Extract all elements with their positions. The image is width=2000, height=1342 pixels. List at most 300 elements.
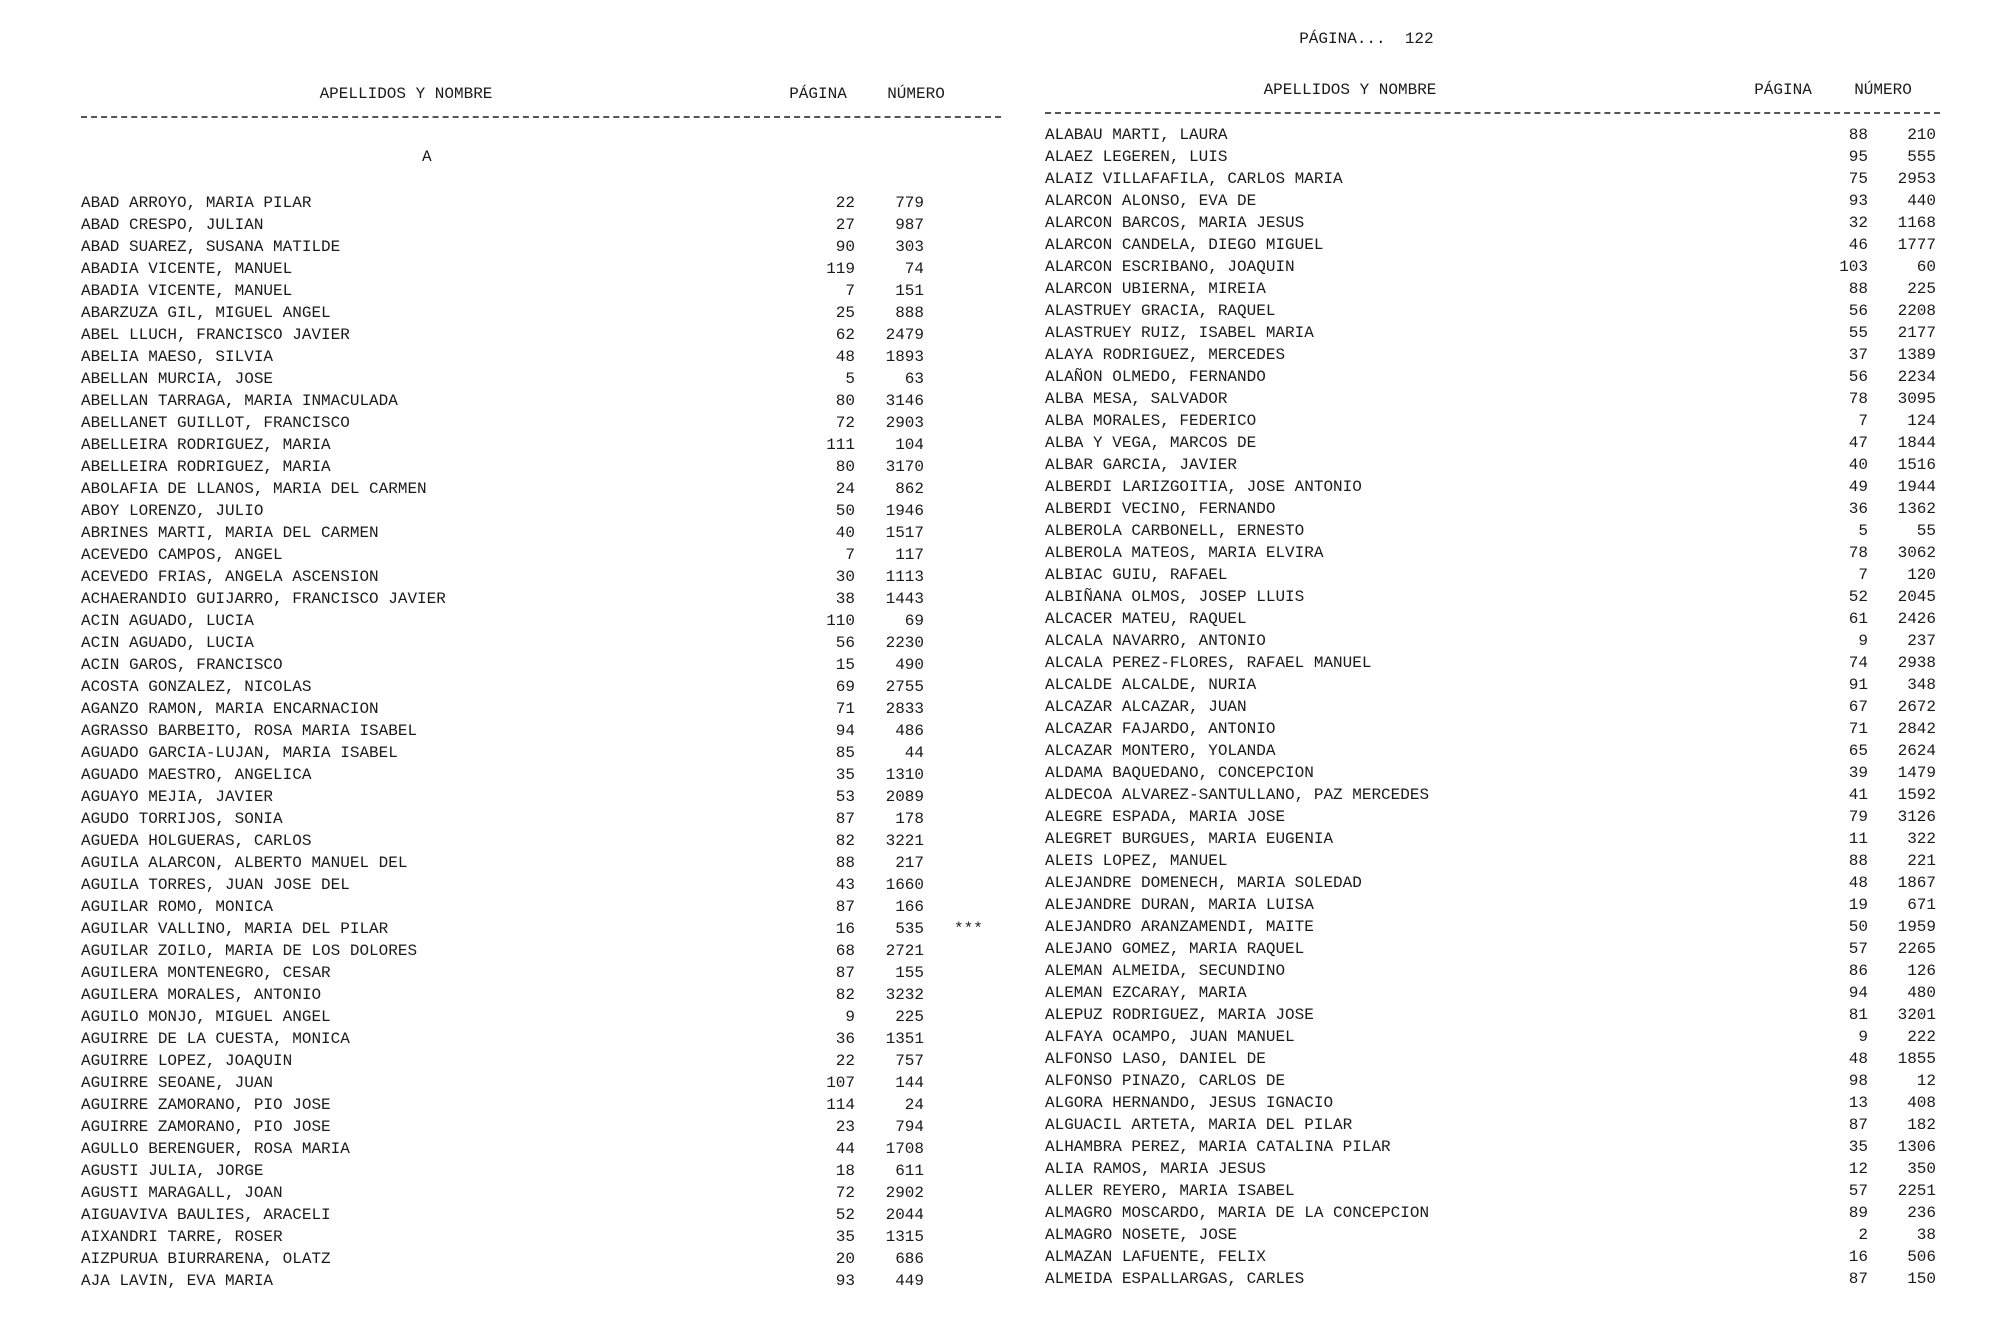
index-entry [81,786,981,808]
entry-name: AGUILERA MONTENEGRO, CESAR [81,964,331,982]
index-entry [81,346,981,368]
index-entry [1045,1004,1936,1026]
entry-number: 1867 [1897,874,1936,892]
entry-page: 20 [835,1250,855,1268]
entry-page: 52 [1848,588,1868,606]
entry-number: 182 [1907,1116,1936,1134]
index-entry [81,676,981,698]
entry-page: 85 [835,744,855,762]
entry-page: 40 [835,524,855,542]
entry-page: 56 [1848,368,1868,386]
index-entry [1045,1202,1936,1224]
entry-name: AGUILAR VALLINO, MARIA DEL PILAR [81,920,389,938]
entry-page: 87 [1848,1116,1868,1134]
entry-number: 1959 [1897,918,1936,936]
entry-name: ALEJANDRE DURAN, MARIA LUISA [1045,896,1314,914]
entry-name: ABEL LLUCH, FRANCISCO JAVIER [81,326,350,344]
entry-name: ACEVEDO CAMPOS, ANGEL [81,546,283,564]
entry-name: ALEJANDRE DOMENECH, MARIA SOLEDAD [1045,874,1362,892]
entry-name: ALCALA PEREZ-FLORES, RAFAEL MANUEL [1045,654,1372,672]
entry-name: AGUILA ALARCON, ALBERTO MANUEL DEL [81,854,408,872]
entry-name: ACIN AGUADO, LUCIA [81,612,254,630]
entry-number: 12 [1916,1072,1936,1090]
page-label: PÁGINA... [1299,30,1386,48]
index-entry [1045,1180,1936,1202]
index-entry [81,610,981,632]
entry-number: 225 [895,1008,924,1026]
entry-page: 88 [1848,852,1868,870]
entry-number: 322 [1907,830,1936,848]
entry-page: 72 [835,414,855,432]
entry-page: 35 [835,766,855,784]
index-entry [1045,498,1936,520]
entry-page: 5 [845,370,855,388]
entry-name: ALHAMBRA PEREZ, MARIA CATALINA PILAR [1045,1138,1391,1156]
entry-page: 81 [1848,1006,1868,1024]
entry-name: ALBIAC GUIU, RAFAEL [1045,566,1228,584]
index-entry [81,918,981,940]
index-entry [1045,366,1936,388]
entry-number: 350 [1907,1160,1936,1178]
entry-name: AJA LAVIN, EVA MARIA [81,1272,274,1290]
entry-name: ALBA MESA, SALVADOR [1045,390,1228,408]
entry-number: 166 [895,898,924,916]
entry-name: ALFONSO PINAZO, CARLOS DE [1045,1072,1286,1090]
entry-name: ALARCON ESCRIBANO, JOAQUIN [1045,258,1295,276]
index-entry [81,588,981,610]
entry-number: 671 [1907,896,1936,914]
entry-name: AGUIRRE DE LA CUESTA, MONICA [81,1030,350,1048]
entry-page: 78 [1848,544,1868,562]
entry-name: ALFONSO LASO, DANIEL DE [1045,1050,1266,1068]
index-entry [81,302,981,324]
entry-name: AGUILAR ZOILO, MARIA DE LOS DOLORES [81,942,418,960]
entry-number: 794 [895,1118,924,1136]
entry-page: 55 [1848,324,1868,342]
entry-number: 120 [1907,566,1936,584]
entry-number: 210 [1907,126,1936,144]
entry-name: ALCAZAR MONTERO, YOLANDA [1045,742,1276,760]
entry-name: ABELLEIRA RODRIGUEZ, MARIA [81,436,331,454]
entry-number: 555 [1907,148,1936,166]
entry-page: 62 [835,326,855,344]
entry-page: 61 [1848,610,1868,628]
entry-name: ALDECOA ALVAREZ-SANTULLANO, PAZ MERCEDES [1045,786,1430,804]
entry-page: 103 [1839,258,1868,276]
entry-number: 1592 [1897,786,1936,804]
entry-page: 49 [1848,478,1868,496]
index-entry [81,566,981,588]
index-entry [1045,1070,1936,1092]
entry-name: ALCALDE ALCALDE, NURIA [1045,676,1257,694]
entry-name: ALAEZ LEGEREN, LUIS [1045,148,1228,166]
index-entry [81,1204,981,1226]
entry-number: 1443 [885,590,924,608]
entry-number: 888 [895,304,924,322]
entry-number: 63 [904,370,924,388]
entry-page: 11 [1848,830,1868,848]
index-entry [1045,652,1936,674]
entry-number: 3095 [1897,390,1936,408]
entry-number: 2234 [1897,368,1936,386]
entry-page: 16 [835,920,855,938]
entry-page: 74 [1848,654,1868,672]
entry-name: ALMEIDA ESPALLARGAS, CARLES [1045,1270,1305,1288]
entry-number: 1310 [885,766,924,784]
entry-name: ALEPUZ RODRIGUEZ, MARIA JOSE [1045,1006,1314,1024]
index-entry [81,258,981,280]
entry-number: 408 [1907,1094,1936,1112]
entry-number: 3170 [885,458,924,476]
entry-number: 3126 [1897,808,1936,826]
entry-page: 119 [826,260,855,278]
entry-page: 88 [1848,280,1868,298]
entry-number: 60 [1916,258,1936,276]
entry-page: 35 [835,1228,855,1246]
entry-name: AGUSTI JULIA, JORGE [81,1162,264,1180]
entry-page: 41 [1848,786,1868,804]
entry-name: ALCALA NAVARRO, ANTONIO [1045,632,1266,650]
entry-number: 69 [904,612,924,630]
index-entry [1045,388,1936,410]
index-entry [1045,894,1936,916]
entry-number: 3232 [885,986,924,1004]
entry-page: 18 [835,1162,855,1180]
entry-name: ABARZUZA GIL, MIGUEL ANGEL [81,304,331,322]
right-header-divider [1045,112,1940,114]
index-entry [81,1160,981,1182]
entry-number: 2721 [885,942,924,960]
entry-number: 2265 [1897,940,1936,958]
index-entry [1045,564,1936,586]
entry-number: 3221 [885,832,924,850]
entry-name: ABAD SUAREZ, SUSANA MATILDE [81,238,341,256]
index-entry [1045,762,1936,784]
index-entry [81,1028,981,1050]
entry-number: 535 [895,920,924,938]
index-entry [81,1116,981,1138]
index-entry [81,698,981,720]
right-header-number: NÚMERO [1854,81,1912,99]
entry-name: AGUILERA MORALES, ANTONIO [81,986,322,1004]
index-entry [81,632,981,654]
entry-page: 50 [835,502,855,520]
entry-number: 1660 [885,876,924,894]
entry-name: AGUILO MONJO, MIGUEL ANGEL [81,1008,331,1026]
index-entry [81,852,981,874]
index-entry [81,324,981,346]
entry-number: 44 [904,744,924,762]
entry-number: 2938 [1897,654,1936,672]
entry-name: ACEVEDO FRIAS, ANGELA ASCENSION [81,568,379,586]
left-header-name: APELLIDOS Y NOMBRE [319,85,493,103]
entry-number: 1362 [1897,500,1936,518]
entry-number: 126 [1907,962,1936,980]
entry-page: 7 [1858,566,1868,584]
entry-number: 1944 [1897,478,1936,496]
index-entry [81,192,981,214]
entry-page: 57 [1848,940,1868,958]
right-header-page: PÁGINA [1754,81,1812,99]
index-entry [1045,630,1936,652]
index-entry [81,1050,981,1072]
page-number-header [1280,12,1434,48]
entry-number: 155 [895,964,924,982]
index-entry [81,1138,981,1160]
index-entry [1045,608,1936,630]
index-entry [1045,146,1936,168]
index-entry [1045,916,1936,938]
entry-number: 2479 [885,326,924,344]
index-entry [81,940,981,962]
entry-page: 46 [1848,236,1868,254]
entry-name: ALASTRUEY GRACIA, RAQUEL [1045,302,1276,320]
entry-name: ALARCON UBIERNA, MIREIA [1045,280,1266,298]
index-entry [81,808,981,830]
entry-page: 71 [835,700,855,718]
index-entry [1045,1224,1936,1246]
entry-name: AGUADO MAESTRO, ANGELICA [81,766,312,784]
entry-name: ALBIÑANA OLMOS, JOSEP LLUIS [1045,588,1305,606]
entry-page: 47 [1848,434,1868,452]
entry-page: 82 [835,832,855,850]
entry-number: 2177 [1897,324,1936,342]
entry-number: 779 [895,194,924,212]
entry-page: 87 [835,898,855,916]
entry-number: 449 [895,1272,924,1290]
index-entry [81,1270,981,1292]
entry-number: 1315 [885,1228,924,1246]
index-entry [1045,410,1936,432]
index-entry [81,390,981,412]
entry-page: 91 [1848,676,1868,694]
index-entry [1045,190,1936,212]
index-entry [1045,828,1936,850]
entry-name: ALIA RAMOS, MARIA JESUS [1045,1160,1266,1178]
index-entry [1045,542,1936,564]
index-entry [1045,1136,1936,1158]
entry-name: ALARCON CANDELA, DIEGO MIGUEL [1045,236,1324,254]
entry-name: ALEMAN ALMEIDA, SECUNDINO [1045,962,1286,980]
entry-number: 117 [895,546,924,564]
index-entry [1045,1158,1936,1180]
entry-name: AGANZO RAMON, MARIA ENCARNACION [81,700,379,718]
entry-name: ALFAYA OCAMPO, JUAN MANUEL [1045,1028,1295,1046]
entry-page: 94 [1848,984,1868,1002]
entry-name: ALEGRET BURGUES, MARIA EUGENIA [1045,830,1334,848]
entry-page: 40 [1848,456,1868,474]
entry-name: AGUAYO MEJIA, JAVIER [81,788,274,806]
entry-page: 32 [1848,214,1868,232]
entry-name: ALABAU MARTI, LAURA [1045,126,1228,144]
left-header-divider [81,116,1001,118]
entry-name: ALEMAN EZCARAY, MARIA [1045,984,1247,1002]
entry-name: ALBA MORALES, FEDERICO [1045,412,1257,430]
entry-name: AGUIRRE LOPEZ, JOAQUIN [81,1052,293,1070]
entry-page: 7 [845,546,855,564]
entry-page: 98 [1848,1072,1868,1090]
index-entry [1045,520,1936,542]
entry-number: 2089 [885,788,924,806]
index-entry [1045,256,1936,278]
index-entry [81,368,981,390]
entry-page: 19 [1848,896,1868,914]
entry-name: ALBEROLA CARBONELL, ERNESTO [1045,522,1305,540]
entry-page: 5 [1858,522,1868,540]
entry-number: 2624 [1897,742,1936,760]
index-entry [1045,344,1936,366]
entry-page: 25 [835,304,855,322]
entry-page: 48 [1848,874,1868,892]
entry-page: 94 [835,722,855,740]
entry-name: ALMAGRO MOSCARDO, MARIA DE LA CONCEPCION [1045,1204,1430,1222]
right-index-list [1045,124,1936,1290]
entry-name: ALCACER MATEU, RAQUEL [1045,610,1247,628]
entry-number: 237 [1907,632,1936,650]
entry-number: 1517 [885,524,924,542]
entry-name: ALGUACIL ARTETA, MARIA DEL PILAR [1045,1116,1353,1134]
left-header-number: NÚMERO [887,85,945,103]
index-entry [1045,586,1936,608]
entry-number: 74 [904,260,924,278]
index-entry [1045,432,1936,454]
entry-name: ALGORA HERNANDO, JESUS IGNACIO [1045,1094,1334,1112]
entry-number: 225 [1907,280,1936,298]
entry-name: ALDAMA BAQUEDANO, CONCEPCION [1045,764,1314,782]
index-entry [1045,168,1936,190]
index-entry [1045,1026,1936,1048]
entry-name: ALMAGRO NOSETE, JOSE [1045,1226,1238,1244]
entry-page: 90 [835,238,855,256]
entry-page: 89 [1848,1204,1868,1222]
entry-name: AGUILAR ROMO, MONICA [81,898,274,916]
entry-name: ALAÑON OLMEDO, FERNANDO [1045,368,1266,386]
entry-number: 1893 [885,348,924,366]
entry-number: 987 [895,216,924,234]
entry-page: 7 [1858,412,1868,430]
index-entry [1045,300,1936,322]
index-entry [1045,960,1936,982]
entry-name: ALBA Y VEGA, MARCOS DE [1045,434,1257,452]
entry-number: 1306 [1897,1138,1936,1156]
entry-page: 93 [835,1272,855,1290]
entry-name: AIXANDRI TARRE, ROSER [81,1228,283,1246]
index-entry [81,478,981,500]
entry-name: ACHAERANDIO GUIJARRO, FRANCISCO JAVIER [81,590,446,608]
entry-number: 144 [895,1074,924,1092]
entry-number: 486 [895,722,924,740]
index-entry [81,434,981,456]
index-entry [81,1072,981,1094]
entry-page: 35 [1848,1138,1868,1156]
entry-number: 1113 [885,568,924,586]
entry-name: ALBEROLA MATEOS, MARIA ELVIRA [1045,544,1324,562]
entry-name: AGUSTI MARAGALL, JOAN [81,1184,283,1202]
entry-page: 80 [835,458,855,476]
index-entry [1045,938,1936,960]
entry-number: 2251 [1897,1182,1936,1200]
entry-page: 12 [1848,1160,1868,1178]
entry-number: 480 [1907,984,1936,1002]
entry-page: 87 [835,964,855,982]
left-index-list [81,192,981,1292]
entry-name: ALARCON ALONSO, EVA DE [1045,192,1257,210]
entry-name: AIZPURUA BIURRARENA, OLATZ [81,1250,331,1268]
entry-number: 3146 [885,392,924,410]
entry-number: 1855 [1897,1050,1936,1068]
right-header-name: APELLIDOS Y NOMBRE [1263,81,1437,99]
index-entry [81,896,981,918]
entry-page: 36 [1848,500,1868,518]
entry-name: ABRINES MARTI, MARIA DEL CARMEN [81,524,379,542]
entry-number: 236 [1907,1204,1936,1222]
index-entry [1045,124,1936,146]
entry-number: 1479 [1897,764,1936,782]
entry-name: ABADIA VICENTE, MANUEL [81,260,293,278]
index-entry [81,544,981,566]
entry-page: 16 [1848,1248,1868,1266]
index-entry [81,742,981,764]
entry-page: 7 [845,282,855,300]
entry-name: ALAYA RODRIGUEZ, MERCEDES [1045,346,1286,364]
index-entry [1045,1048,1936,1070]
entry-page: 68 [835,942,855,960]
entry-number: 1844 [1897,434,1936,452]
index-entry [1045,674,1936,696]
entry-number: 862 [895,480,924,498]
entry-number: 38 [1916,1226,1936,1244]
index-entry [1045,454,1936,476]
index-entry [1045,476,1936,498]
index-entry [81,412,981,434]
entry-name: ABELLAN TARRAGA, MARIA INMACULADA [81,392,398,410]
entry-name: AGUIRRE SEOANE, JUAN [81,1074,274,1092]
index-entry [81,984,981,1006]
index-entry [81,1226,981,1248]
entry-page: 15 [835,656,855,674]
index-entry [1045,212,1936,234]
entry-number: 2044 [885,1206,924,1224]
entry-number: 55 [1916,522,1936,540]
entry-page: 56 [835,634,855,652]
entry-number: 1777 [1897,236,1936,254]
entry-name: AGRASSO BARBEITO, ROSA MARIA ISABEL [81,722,418,740]
entry-name: ALASTRUEY RUIZ, ISABEL MARIA [1045,324,1314,342]
index-entry [81,962,981,984]
index-entry [1045,1268,1936,1290]
entry-number: 348 [1907,676,1936,694]
entry-name: ABAD CRESPO, JULIAN [81,216,264,234]
left-header-page: PÁGINA [789,85,847,103]
entry-name: AGUEDA HOLGUERAS, CARLOS [81,832,312,850]
index-entry [1045,1114,1936,1136]
index-entry [81,522,981,544]
index-entry [1045,784,1936,806]
index-entry [1045,982,1936,1004]
entry-number: 490 [895,656,924,674]
entry-name: ALEJANDRO ARANZAMENDI, MAITE [1045,918,1314,936]
entry-name: AGUADO GARCIA-LUJAN, MARIA ISABEL [81,744,398,762]
entry-page: 65 [1848,742,1868,760]
entry-page: 93 [1848,192,1868,210]
entry-name: ALMAZAN LAFUENTE, FELIX [1045,1248,1266,1266]
entry-number: 3062 [1897,544,1936,562]
entry-name: ALBAR GARCIA, JAVIER [1045,456,1238,474]
index-entry [1045,1092,1936,1114]
entry-name: ABELLEIRA RODRIGUEZ, MARIA [81,458,331,476]
entry-number: 150 [1907,1270,1936,1288]
entry-number: 222 [1907,1028,1936,1046]
